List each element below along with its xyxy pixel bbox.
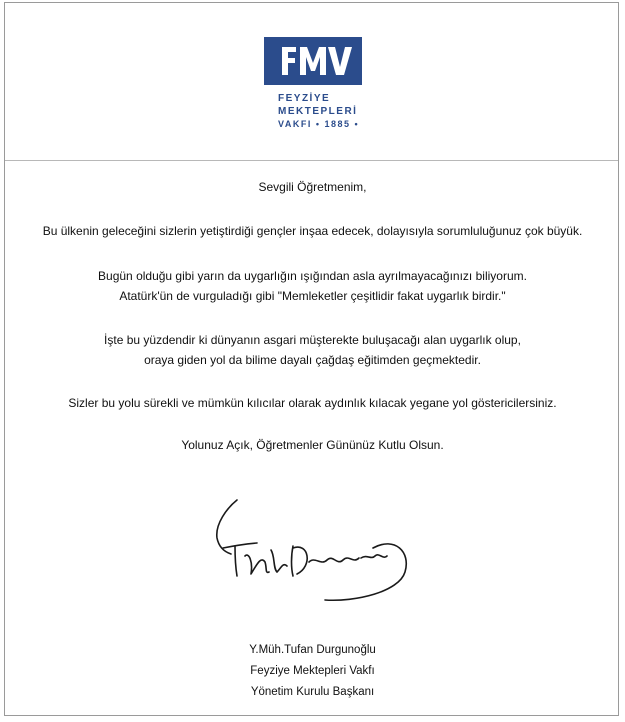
signatory-title: Yönetim Kurulu Başkanı [250, 686, 375, 698]
signatory-organization: Feyziye Mektepleri Vakfı [250, 665, 375, 677]
logo-line-3: VAKFI • 1885 • [278, 119, 360, 129]
fmv-logo-mark [264, 37, 362, 85]
paragraph-1: Bu ülkenin geleceğini sizlerin yetiştirdiği gençler inşaa edecek, dolayısıyla sorumluluğunuz çok büyük. [42, 224, 583, 238]
handwritten-signature [205, 496, 420, 606]
signatory-name: Y.Müh.Tufan Durgunoğlu [249, 644, 376, 656]
paragraph-3-line-1: İşte bu yüzdendir ki dünyanın asgari müşterekte buluşacağı alan uygarlık olup, [104, 333, 521, 347]
fmv-logo [264, 37, 364, 139]
paragraph-2 [0, 266, 625, 306]
logo-wordmark [278, 92, 368, 131]
paragraph-3 [0, 330, 625, 370]
greeting: Sevgili Öğretmenim, [258, 180, 367, 194]
paragraph-2-line-1: Bugün olduğu gibi yarın da uygarlığın ışığından asla ayrılmayacağınızı biliyorum. [98, 269, 527, 283]
signatory-block [0, 640, 625, 703]
logo-line-1: FEYZİYE [278, 93, 331, 104]
paragraph-3-line-2: oraya giden yol da bilime dayalı çağdaş eğitimden geçmektedir. [144, 353, 481, 367]
paragraph-4: Sizler bu yolu sürekli ve mümkün kılıcılar olarak aydınlık kılacak yegane yol göstericilersiniz. [68, 396, 557, 410]
paragraph-2-line-2: Atatürk'ün de vurguladığı gibi "Memleketler çeşitlidir fakat uygarlık birdir." [119, 289, 506, 303]
logo-line-2: MEKTEPLERİ [278, 106, 358, 117]
paragraph-5: Yolunuz Açık, Öğretmenler Gününüz Kutlu Olsun. [181, 438, 444, 452]
